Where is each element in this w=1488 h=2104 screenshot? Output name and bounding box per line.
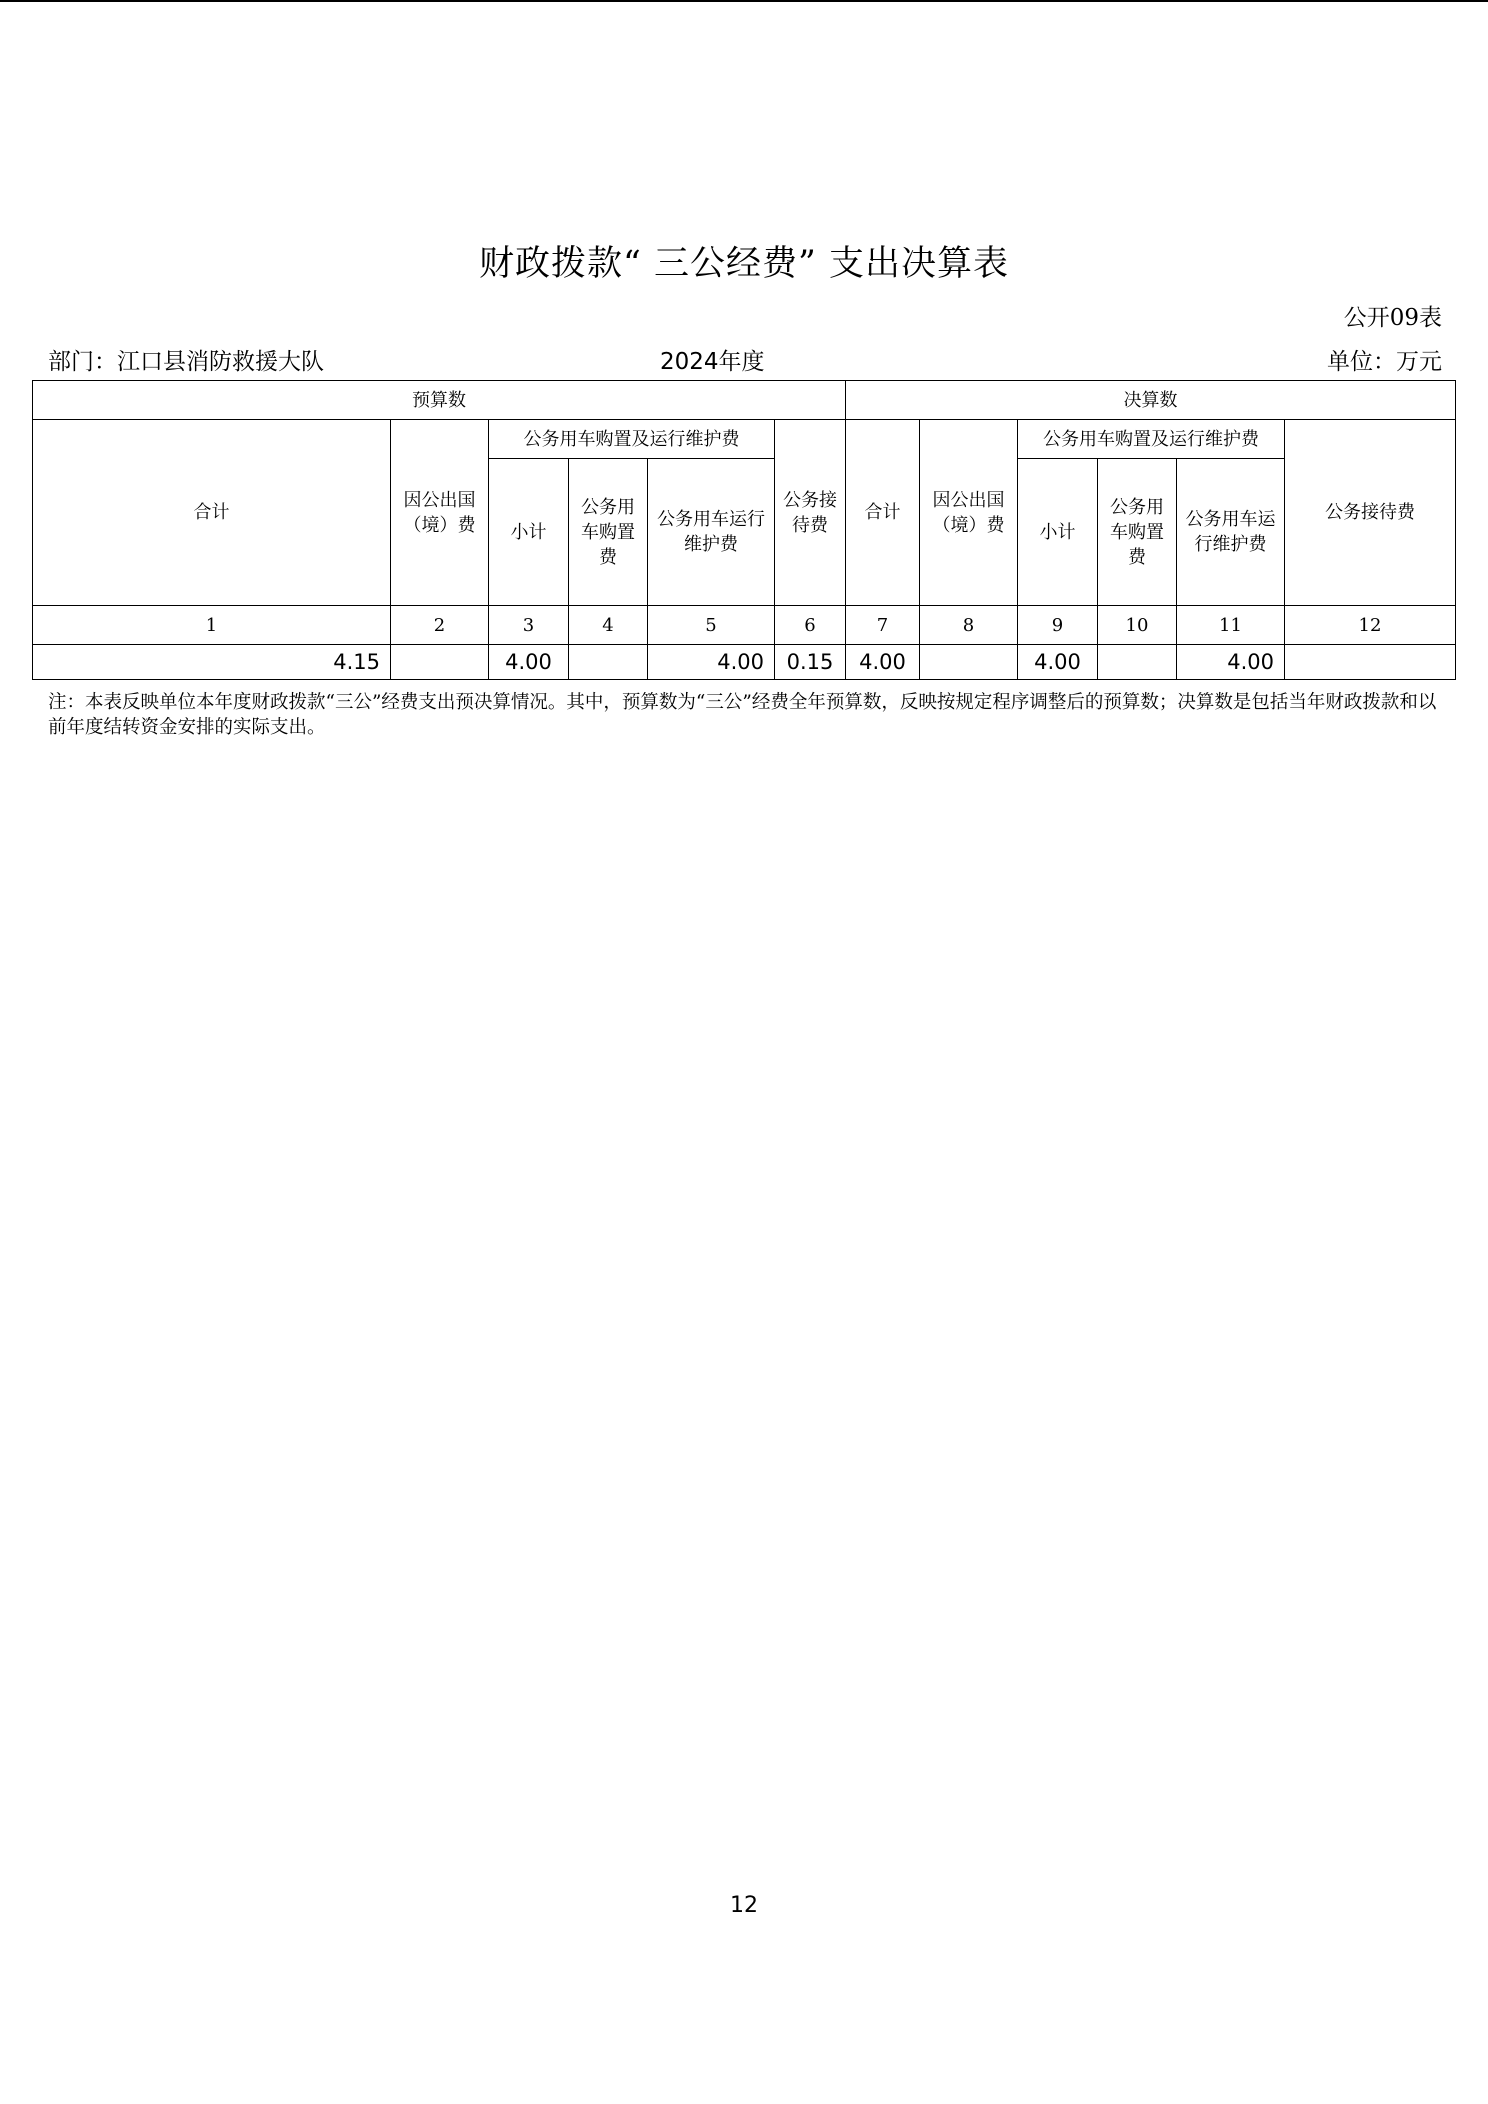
final-subtotal-value: 4.00 [1018, 645, 1098, 680]
final-vehicle-group-header: 公务用车购置及运行维护费 [1018, 420, 1285, 459]
col-number: 10 [1098, 606, 1177, 645]
final-vehicle-operation-value: 4.00 [1177, 645, 1285, 680]
form-number: 公开09表 [1343, 305, 1442, 331]
budget-vehicle-operation-header: 公务用车运行维护费 [648, 459, 775, 606]
budget-subtotal-value: 4.00 [489, 645, 569, 680]
final-vehicle-operation-header: 公务用车运行维护费 [1177, 459, 1285, 606]
budget-total-header: 合计 [33, 420, 391, 606]
final-header: 决算数 [846, 381, 1456, 420]
col-number: 12 [1285, 606, 1456, 645]
column-number-row [33, 606, 1456, 645]
page-title: 财政拨款“ 三公经费” 支出决算表 [478, 244, 1010, 284]
budget-subtotal-header: 小计 [489, 459, 569, 606]
data-row [33, 645, 1456, 680]
final-vehicle-purchase-value [1098, 645, 1177, 680]
final-reception-header: 公务接待费 [1285, 420, 1456, 606]
final-total-value: 4.00 [846, 645, 920, 680]
final-abroad-header: 因公出国（境）费 [920, 420, 1018, 606]
fiscal-year: 2024年度 [660, 349, 765, 375]
budget-vehicle-purchase-header: 公务用车购置费 [569, 459, 648, 606]
col-number: 4 [569, 606, 648, 645]
final-total-header: 合计 [846, 420, 920, 606]
header-row-2 [33, 420, 1456, 459]
final-vehicle-purchase-header: 公务用车购置费 [1098, 459, 1177, 606]
department-label: 部门：江口县消防救援大队 [48, 349, 324, 375]
col-number: 6 [775, 606, 846, 645]
budget-abroad-header: 因公出国（境）费 [391, 420, 489, 606]
budget-header: 预算数 [33, 381, 846, 420]
col-number: 9 [1018, 606, 1098, 645]
final-reception-value [1285, 645, 1456, 680]
page-number: 12 [730, 1893, 758, 1918]
header-row-1 [33, 381, 1456, 420]
budget-vehicle-group-header: 公务用车购置及运行维护费 [489, 420, 775, 459]
col-number: 7 [846, 606, 920, 645]
top-border-line [0, 0, 1488, 2]
col-number: 5 [648, 606, 775, 645]
budget-total-value: 4.15 [33, 645, 391, 680]
final-subtotal-header: 小计 [1018, 459, 1098, 606]
budget-vehicle-purchase-value [569, 645, 648, 680]
budget-abroad-value [391, 645, 489, 680]
col-number: 2 [391, 606, 489, 645]
footnote: 注：本表反映单位本年度财政拨款“三公”经费支出预决算情况。其中，预算数为“三公”经费全年预算数，反映按规定程序调整后的预算数；决算数是包括当年财政拨款和以前年度结转资金安排的实际支出。 [48, 692, 1437, 738]
budget-reception-value: 0.15 [775, 645, 846, 680]
budget-reception-header: 公务接待费 [775, 420, 846, 606]
budget-vehicle-operation-value: 4.00 [648, 645, 775, 680]
expense-table [32, 380, 1456, 680]
unit-label: 单位：万元 [1327, 349, 1442, 375]
final-abroad-value [920, 645, 1018, 680]
col-number: 1 [33, 606, 391, 645]
col-number: 3 [489, 606, 569, 645]
col-number: 11 [1177, 606, 1285, 645]
col-number: 8 [920, 606, 1018, 645]
